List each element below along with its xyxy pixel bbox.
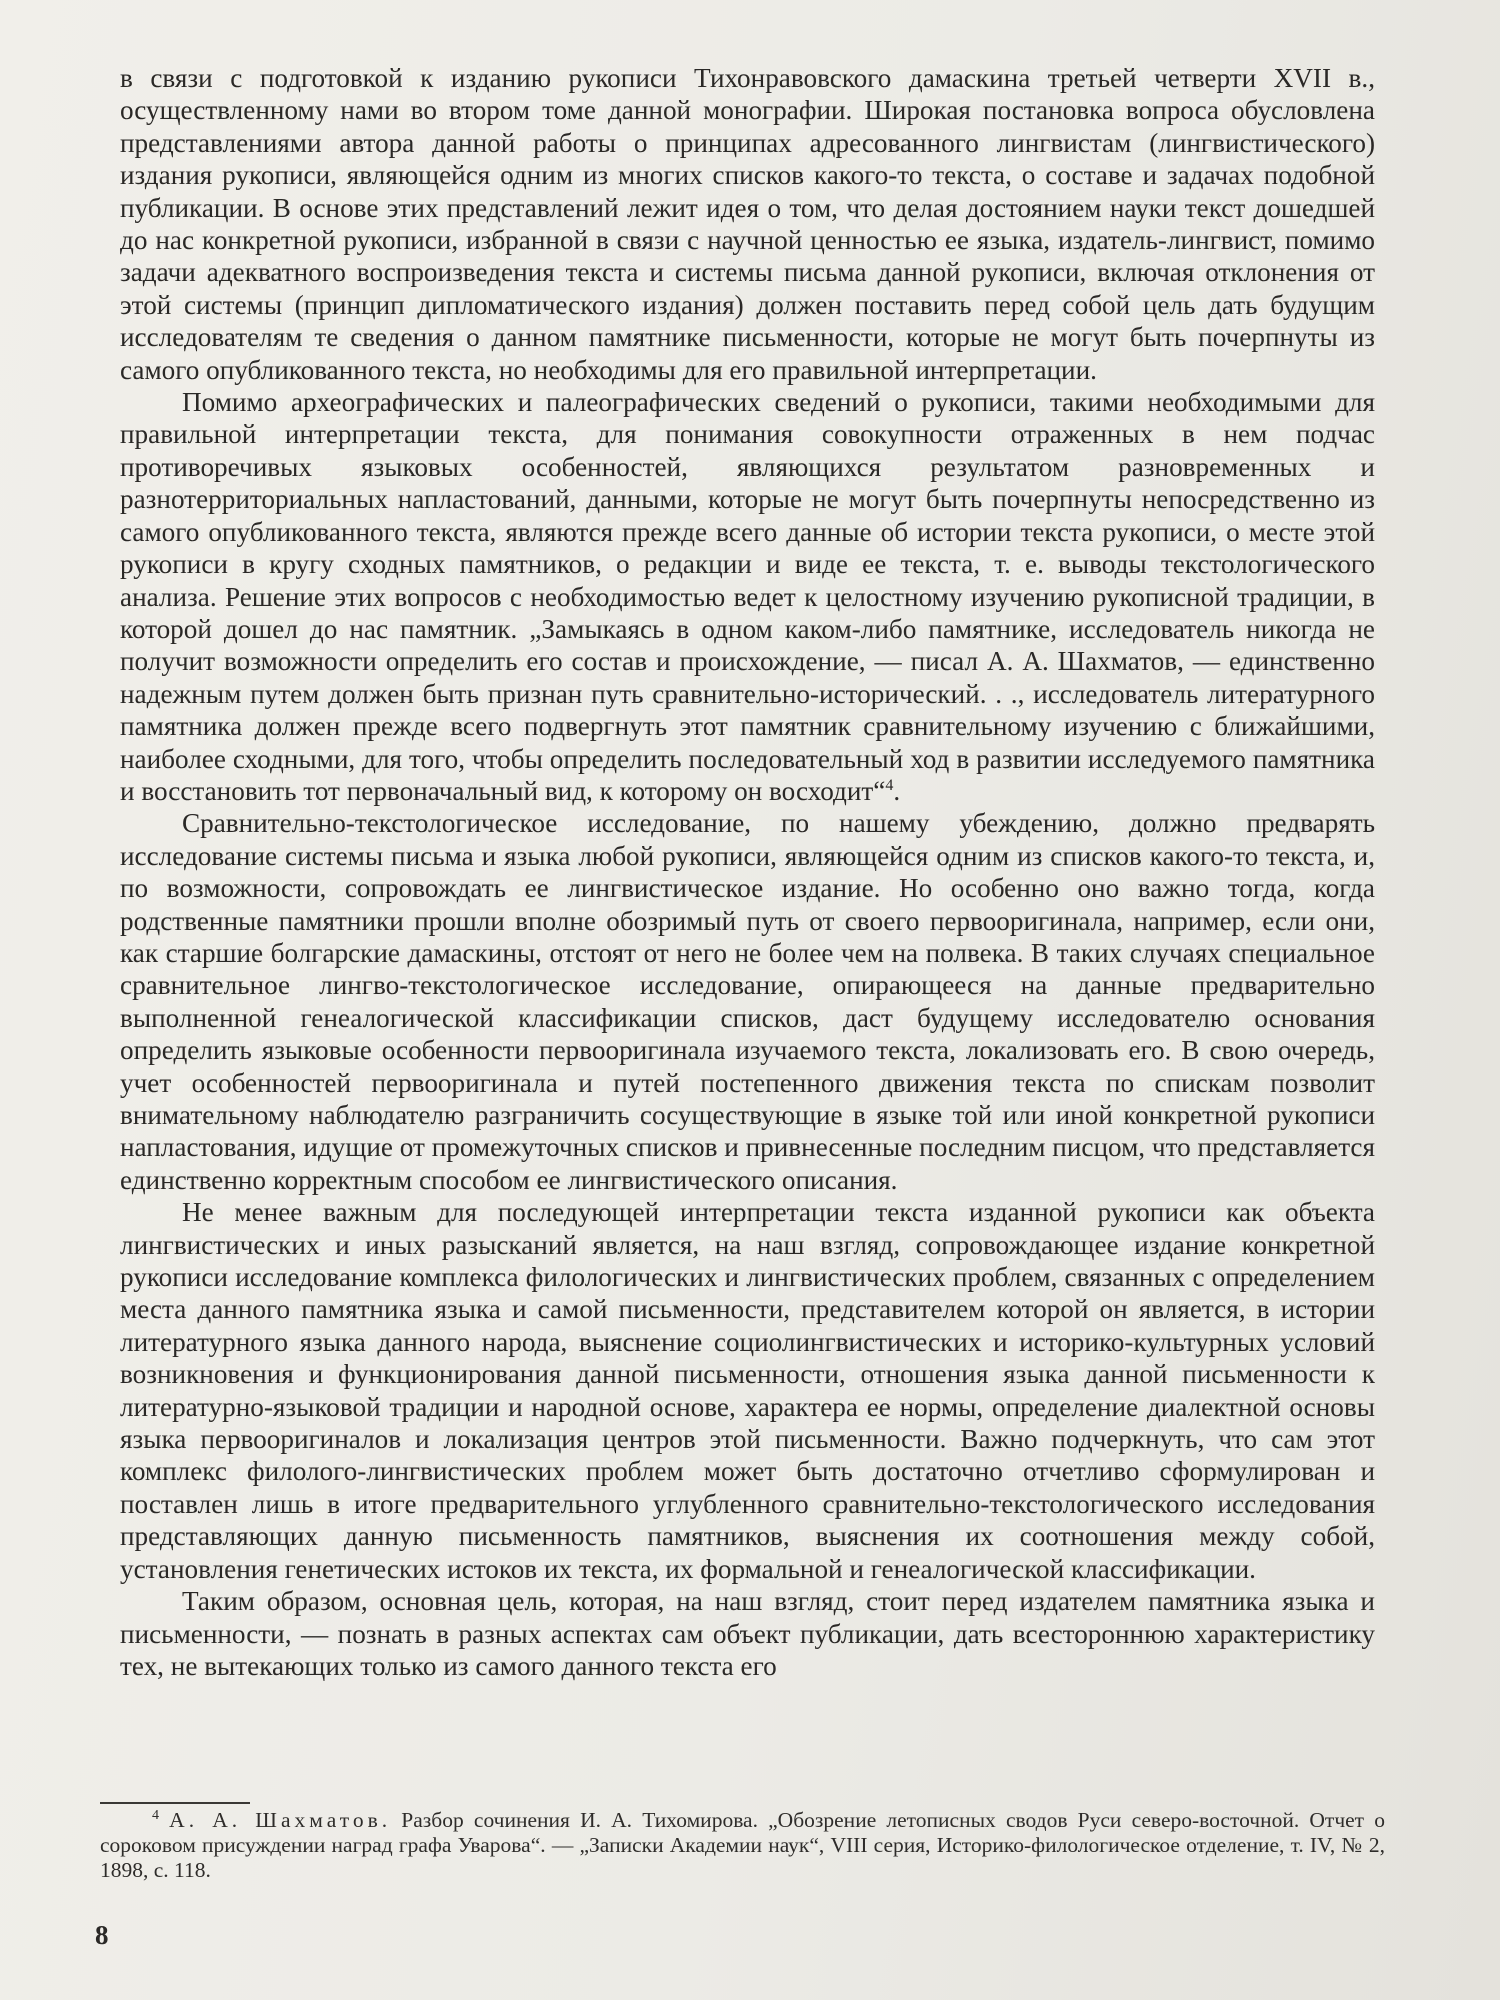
paragraph-5	[120, 1585, 1375, 1682]
footnote-number: 4	[152, 1807, 159, 1823]
paragraph-1	[120, 62, 1375, 386]
paragraph-5-text: Таким образом, основная цель, которая, на наш взгляд, стоит перед издателем памятника языка и письменности, — познать в разных аспектах сам объект публикации, дать всестороннюю характеристику тех, не вытекающих только из самого данного текста его	[120, 1586, 1375, 1681]
paragraph-2-text: Помимо археографических и палеографических сведений о рукописи, такими необходимыми для правильной интерпретации текста, для понимания совокупности отраженных в нем подчас противоречивых языковых особенностей, являющихся результатом разновременных и разнотерриториальных напластований, данными, которые не могут быть почерпнуты непосредственно из самого опубликованного текста, являются прежде всего данные об истории текста рукописи, о месте этой рукописи в кругу сходных памятников, о редакции и виде ее текста, т. е. выводы текстологического анализа. Решение этих вопросов с необходимостью ведет к целостному изучению рукописной традиции, в которой дошел до нас памятник. „Замыкаясь в одном каком-либо памятнике, исследователь никогда не получит возможности определить его состав и происхождение, — писал А. А. Шахматов, — единственно надежным путем должен быть признан путь сравнительно-исторический. . ., исследователь литературного памятника должен прежде всего подвергнуть этот памятник сравнительному изучению с ближайшими, наиболее сходными, для того, чтобы определить последовательный ход в развитии исследуемого памятника и восстановить тот первоначальный вид, к которому он восходит“	[120, 387, 1375, 806]
footnote-text: Разбор сочинения И. А. Тихомирова. „Обозрение летописных сводов Руси северо-восточной. Отчет о сороковом присуждении наград графа Уварова“. — „Записки Академии наук“, VIII серия, Историко-филологическое отделение, т. IV, № 2, 1898, с. 118.	[100, 1808, 1385, 1882]
paragraph-2	[120, 386, 1375, 807]
footnote-reference: 4	[885, 776, 894, 794]
paragraph-2-end: .	[893, 775, 901, 806]
paragraph-3	[120, 807, 1375, 1196]
paragraph-4-text: Не менее важным для последующей интерпретации текста изданной рукописи как объекта лингвистических и иных разысканий является, на наш взгляд, сопровождающее издание конкретной рукописи исследование комплекса филологических и лингвистических проблем, связанных с определением места данного памятника языка и самой письменности, представителем которой он является, в истории литературного языка данного народа, выяснение социолингвистических и историко-культурных условий возникновения и функционирования данной письменности, отношения языка данной письменности к литературно-языковой традиции и народной основе, характера ее нормы, определение диалектной основы языка первооригиналов и локализация центров этой письменности. Важно подчеркнуть, что сам этот комплекс филолого-лингвистических проблем может быть достаточно отчетливо сформулирован и поставлен лишь в итоге предварительного углубленного сравнительно-текстологического исследования представляющих данную письменность памятников, выяснения их соотношения между собой, установления генетических истоков их текста, их формальной и генеалогической классификации.	[120, 1197, 1375, 1584]
footnote	[100, 1808, 1385, 1883]
body-text	[120, 62, 1375, 1682]
paragraph-3-text: Сравнительно-текстологическое исследование, по нашему убеждению, должно предварять исследование системы письма и языка любой рукописи, являющейся одним из списков какого-то текста, и, по возможности, сопровождать ее лингвистическое издание. Но особенно оно важно тогда, когда родственные памятники прошли вполне обозримый путь от своего первооригинала, например, если они, как старшие болгарские дамаскины, отстоят от него не более чем на полвека. В таких случаях специальное сравнительное лингво-текстологическое исследование, опирающееся на данные предварительно выполненной генеалогической классификации списков, даст будущему исследователю основания определить языковые особенности первооригинала изучаемого текста, локализовать его. В свою очередь, учет особенностей первооригинала и путей постепенного движения текста по спискам позволит внимательному наблюдателю разграничить сосуществующие в языке той или иной конкретной рукописи напластования, идущие от промежуточных списков и привнесенные последним писцом, что представляется единственно корректным способом ее лингвистического описания.	[120, 808, 1375, 1195]
footnote-divider	[100, 1802, 250, 1804]
paragraph-4	[120, 1196, 1375, 1585]
footnote-author: А. А. Шахматов.	[169, 1808, 392, 1832]
paragraph-1-text: в связи с подготовкой к изданию рукописи Тихонравовского дамаскина третьей четверти XVII в., осуществленному нами во втором томе данной монографии. Широкая постановка вопроса обусловлена представлениями автора данной работы о принципах адресованного лингвистам (лингвистического) издания рукописи, являющейся одним из многих списков какого-то текста, о составе и задачах подобной публикации. В основе этих представлений лежит идея о том, что делая достоянием науки текст дошедшей до нас конкретной рукописи, избранной в связи с научной ценностью ее языка, издатель-лингвист, помимо задачи адекватного воспроизведения текста и системы письма данной рукописи, включая отклонения от этой системы (принцип дипломатического издания) должен поставить перед собой цель дать будущим исследователям те сведения о данном памятнике письменности, которые не могут быть почерпнуты из самого опубликованного текста, но необходимы для его правильной интерпретации.	[120, 63, 1375, 385]
page-number: 8	[95, 1920, 109, 1950]
